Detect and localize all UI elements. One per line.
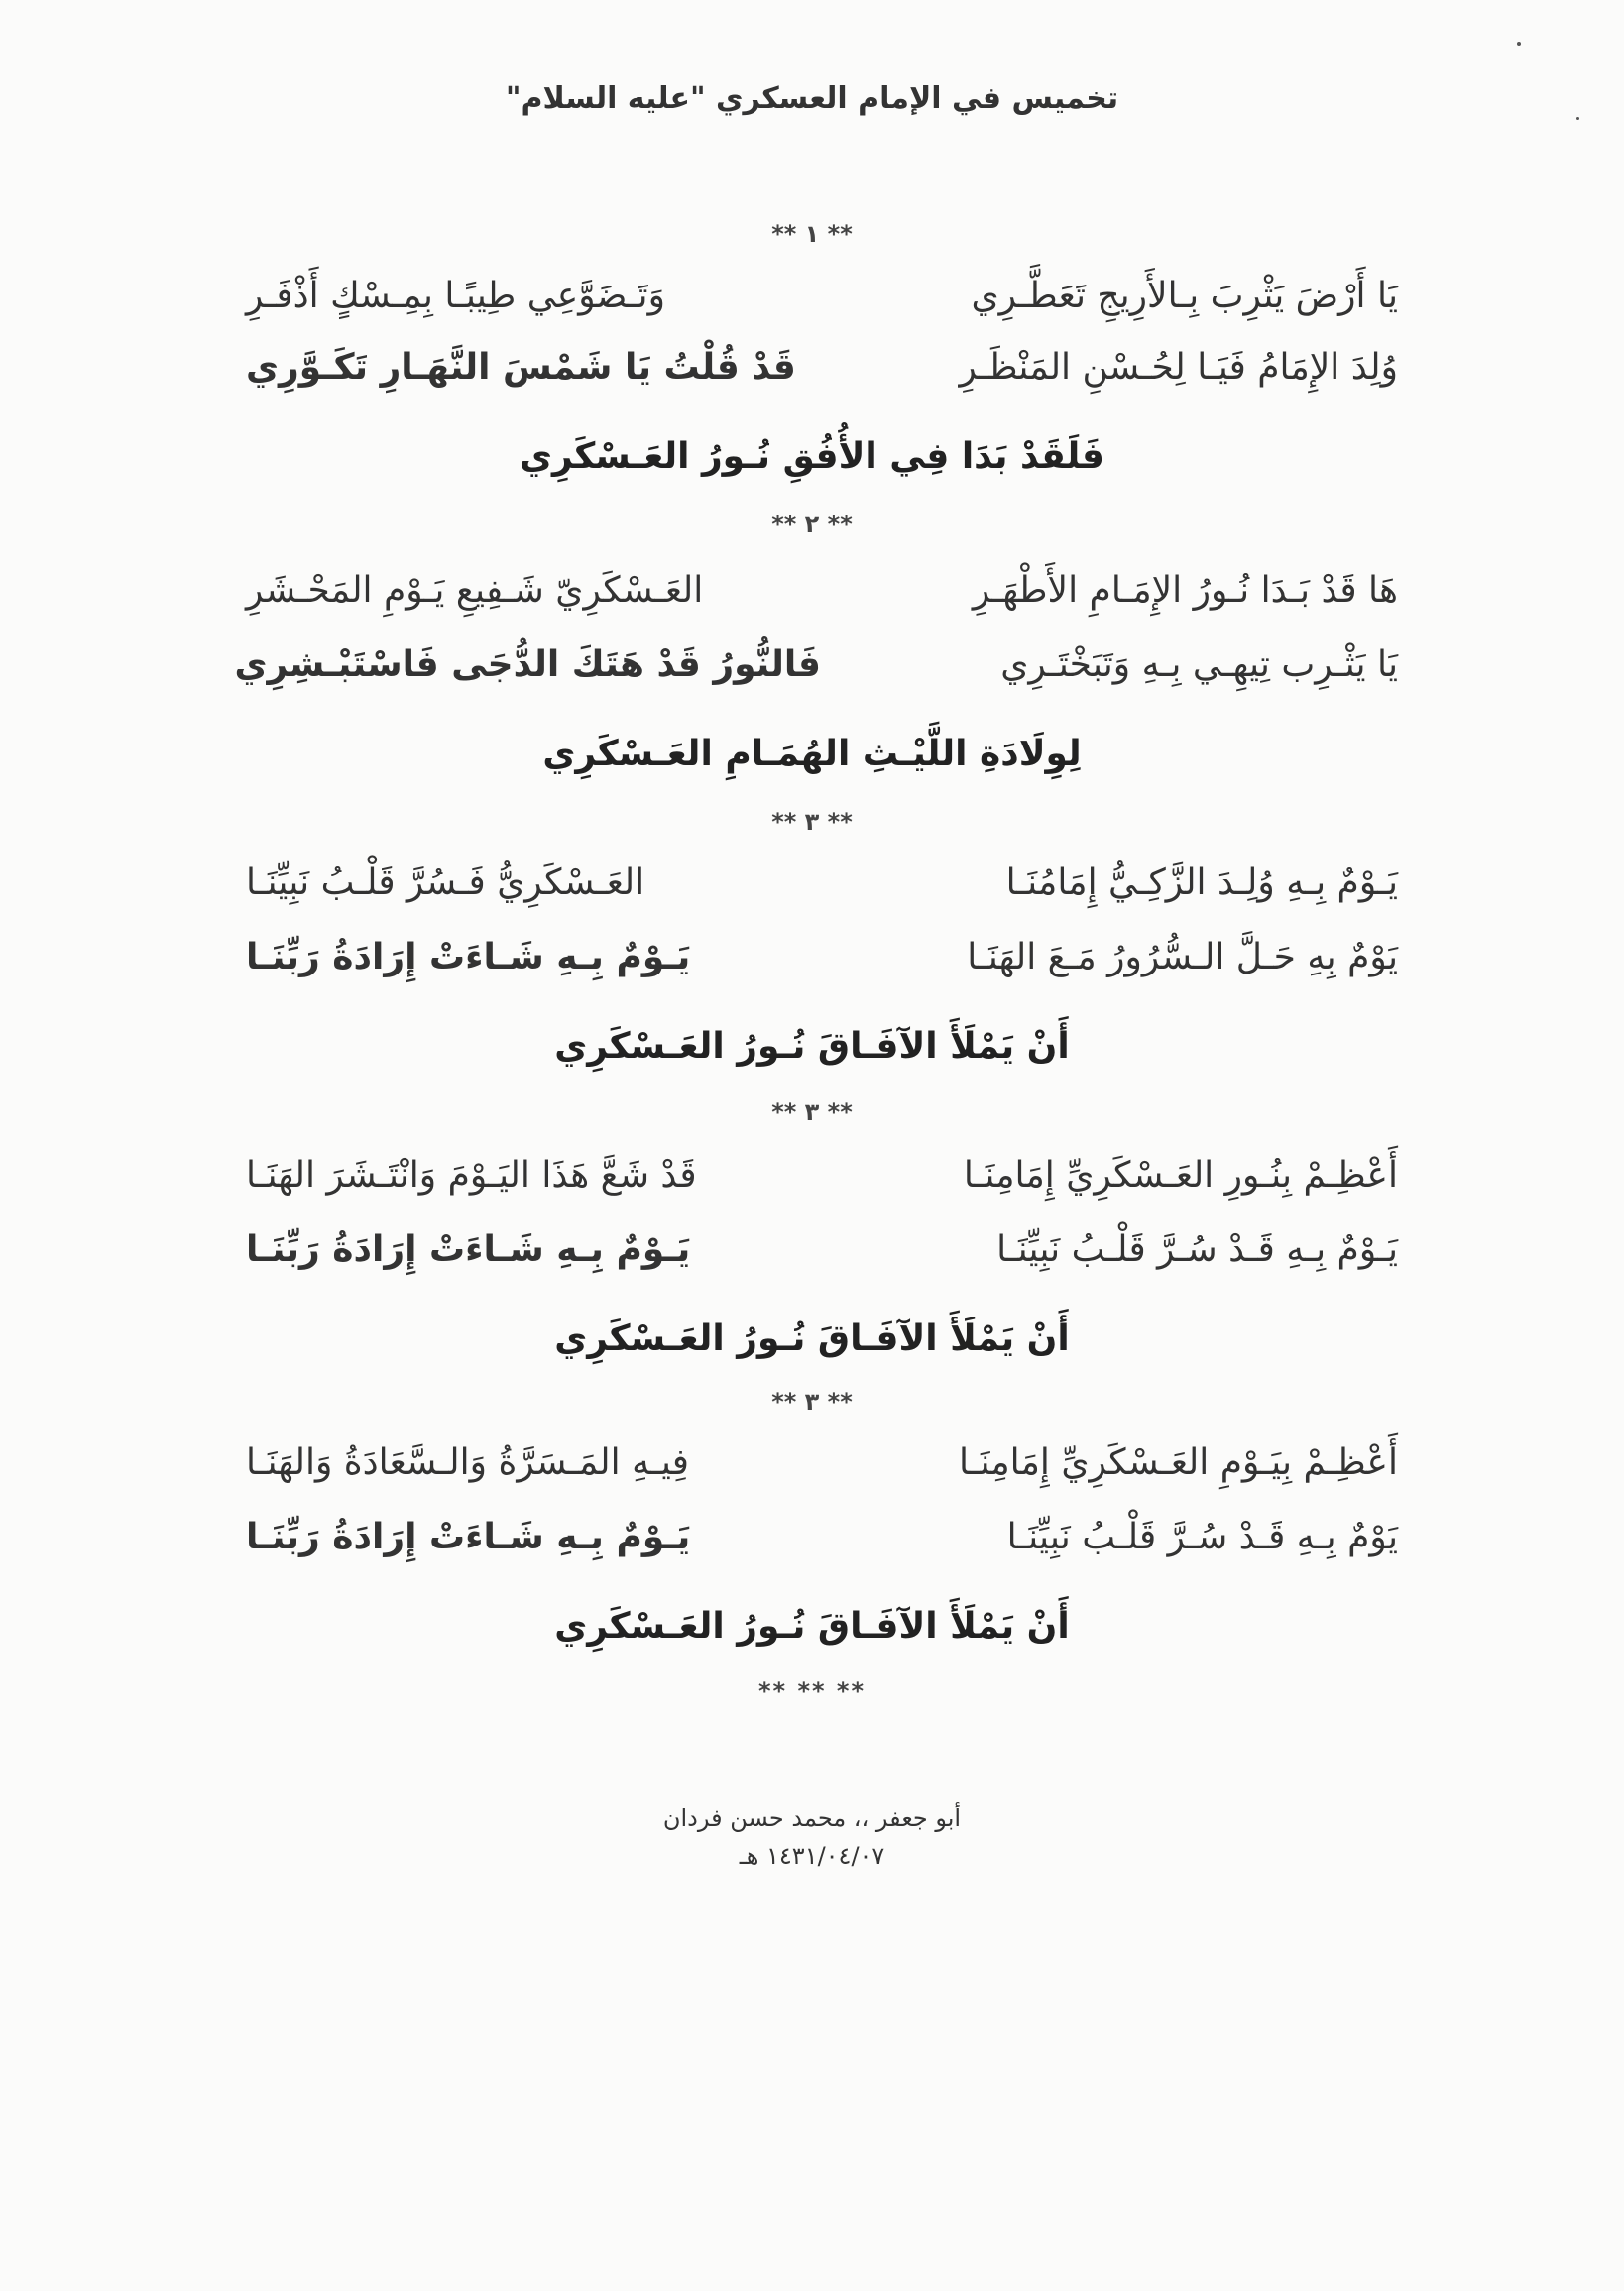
verse-first-hemistich: يَوْمٌ بِهِ حَـلَّ الـسُّرُورُ مَـعَ الهَنَـا [967, 937, 1398, 977]
stanza-marker: ** ٣ ** [771, 1388, 853, 1416]
stanza-refrain: أَنْ يَمْلَأَ الآفَـاقَ نُـورُ العَـسْكَرِي [554, 1318, 1070, 1359]
stanza-refrain: أَنْ يَمْلَأَ الآفَـاقَ نُـورُ العَـسْكَرِي [554, 1606, 1070, 1647]
stanza-marker: ** ٣ ** [771, 808, 853, 836]
verse-line [0, 1442, 1624, 1502]
verse-first-hemistich: وُلِدَ الإِمَامُ فَيَـا لِحُـسْنِ المَنْظَـرِ [959, 347, 1398, 388]
verse-line [0, 937, 1624, 996]
verse-first-hemistich: يَوْمٌ بِـهِ قَـدْ سُـرَّ قَلْـبُ نَبِيِّنَـا [1006, 1517, 1398, 1557]
verse-second-hemistich: يَـوْمٌ بِـهِ شَـاءَتْ إِرَادَةُ رَبِّنَـا [246, 937, 691, 977]
verse-line [0, 570, 1624, 630]
verse-first-hemistich: يَـوْمٌ بِـهِ قَـدْ سُـرَّ قَلْـبُ نَبِيِّنَـا [996, 1229, 1398, 1270]
scan-speck [1576, 117, 1579, 120]
signature-author: أبو جعفر ،، محمد حسن فردان [662, 1804, 962, 1832]
verse-line [0, 1229, 1624, 1289]
verse-first-hemistich: أَعْظِـمْ بِيَـوْمِ العَـسْكَرِيِّ إِمَامِنَـا [958, 1442, 1398, 1483]
stanza-marker: ** ٣ ** [771, 1098, 853, 1126]
stanza-marker: ** ١ ** [771, 220, 853, 248]
verse-line [0, 1517, 1624, 1576]
verse-second-hemistich: العَـسْكَرِيُّ فَـسُرَّ قَلْـبُ نَبِيِّنَـا [246, 862, 645, 903]
verse-second-hemistich: قَدْ قُلْتُ يَا شَمْسَ النَّهَـارِ تَكَـوَّرِي [246, 347, 796, 388]
verse-second-hemistich: يَـوْمٌ بِـهِ شَـاءَتْ إِرَادَةُ رَبِّنَـا [246, 1517, 691, 1557]
stanza-refrain: أَنْ يَمْلَأَ الآفَـاقَ نُـورُ العَـسْكَرِي [554, 1026, 1070, 1067]
verse-line [0, 1155, 1624, 1214]
signature-date: ١٤٣١/٠٤/٠٧ هـ [739, 1842, 885, 1870]
scan-speck [1517, 42, 1521, 46]
verse-line [0, 862, 1624, 922]
verse-second-hemistich: العَـسْكَرِيّ شَـفِيعِ يَـوْمِ المَحْـشَرِ [246, 570, 704, 611]
verse-first-hemistich: هَا قَدْ بَـدَا نُـورُ الإِمَـامِ الأَطْهَـرِ [972, 570, 1398, 611]
verse-line [0, 644, 1624, 704]
verse-first-hemistich: يَا يَثْـرِب تِيهِـي بِـهِ وَتَبَخْتَـرِي [1000, 644, 1398, 685]
verse-second-hemistich: قَدْ شَعَّ هَذَا اليَـوْمَ وَانْتَـشَرَ الهَنَـا [246, 1155, 697, 1196]
stanza-marker: ** ٢ ** [771, 511, 853, 538]
stanza-refrain: فَلَقَدْ بَدَا فِي الأُفُقِ نُـورُ العَـسْكَرِي [519, 436, 1104, 477]
verse-line [0, 276, 1624, 335]
verse-second-hemistich: فَالنُّورُ قَدْ هَتَكَ الدُّجَى فَاسْتَبْـشِرِي [234, 644, 821, 685]
poem-title: تخميس في الإمام العسكري "عليه السلام" [505, 81, 1119, 116]
verse-line [0, 347, 1624, 406]
verse-second-hemistich: فِيـهِ المَـسَرَّةُ وَالـسَّعَادَةُ وَالهَنَـا [246, 1442, 689, 1483]
verse-first-hemistich: أَعْظِـمْ بِنُـورِ العَـسْكَرِيِّ إِمَامِنَـا [963, 1155, 1398, 1196]
end-marker: ** ** ** [757, 1677, 866, 1705]
verse-second-hemistich: يَـوْمٌ بِـهِ شَـاءَتْ إِرَادَةُ رَبِّنَـا [246, 1229, 691, 1270]
verse-second-hemistich: وَتَـضَوَّعِي طِيبًـا بِمِـسْكٍ أَذْفَـرِ [246, 276, 665, 316]
verse-first-hemistich: يَـوْمٌ بِـهِ وُلِـدَ الزَّكِـيُّ إِمَامُنَـا [1005, 862, 1398, 903]
stanza-refrain: لِوِلَادَةِ اللَّيْـثِ الهُمَـامِ العَـسْكَرِي [542, 734, 1082, 774]
verse-first-hemistich: يَا أَرْضَ يَثْرِبَ بِـالأَرِيجِ تَعَطَّـرِي [971, 276, 1398, 316]
